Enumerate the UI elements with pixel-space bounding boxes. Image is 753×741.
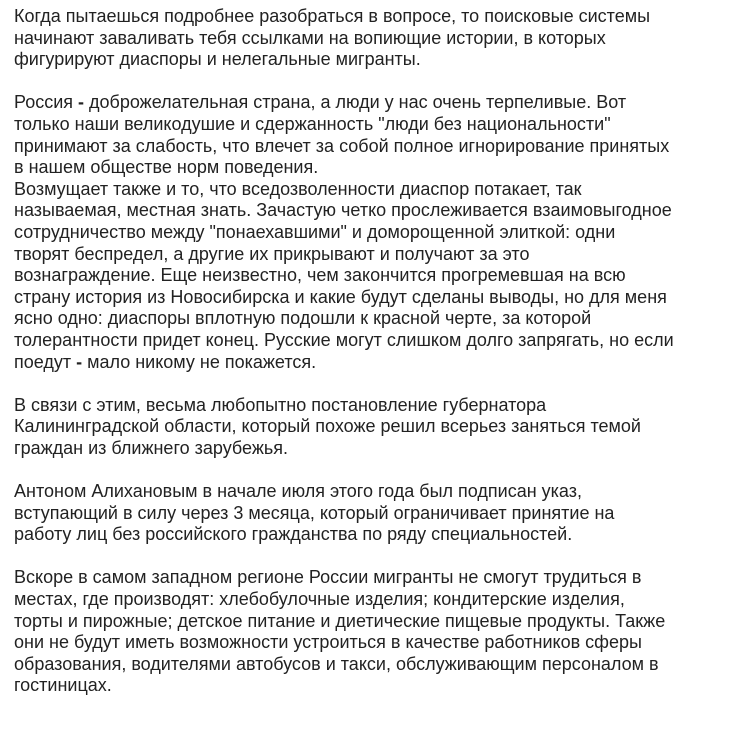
paragraph-russia-rest: доброжелательная страна, а люди у нас очень терпеливые. Вот только наши великодушие и сдержанность "люди без национальности" принимают за слабость, что влечет за собой полное игнорирование принятых в нашем обществе норм поведения. [14,92,670,178]
article-body [14,6,749,697]
paragraph-diasporas: Возмущает также и то, что вседозволенности диаспор потакает, так называемая, местная знать. Зачастую четко прослеживается взаимовыгодное сотрудничество между "понаехавшими" и доморощенной элиткой: одни творят беспредел, а другие их прикрывают и получают за это вознаграждение. Еще неизвестно, чем закончится прогремевшая на всю страну история из Новосибирска и какие будут сделаны выводы, но для меня ясно одно: диаспоры вплотную подошли к красной черте, за которой толерантности придет конец. Русские могут слишком долго запрягать, но если [14,178,674,350]
paragraph-intro: Когда пытаешься подробнее разобраться в вопросе, то поисковые системы начинают заваливать тебя ссылками на вопиющие истории, в которых фигурируют диаспоры и нелегальные мигранты. [14,6,651,70]
paragraph-diasporas-end-rest: мало никому не покажется. [82,351,317,372]
paragraph-governor: В связи с этим, весьма любопытно постановление губернатора Калининградской области, который похоже решил всерьез заняться темой граждан из ближнего зарубежья. [14,394,641,458]
paragraph-russia-start: Россия [14,92,79,113]
paragraph-diasporas-end-start: поедут [14,351,77,372]
paragraph-diasporas-end-dash: - [76,351,83,372]
paragraph-russia [14,92,749,178]
paragraph-restrictions: Вскоре в самом западном регионе России мигранты не смогут трудиться в местах, где производят: хлебобулочные изделия; кондитерские изделия, торты и пирожные; детское питание и диетические пищевые продукты. Также они не будут иметь возможности устроиться в качестве работников сферы образования, водителями автобусов и такси, обслуживающим персоналом в гостиницах. [14,567,666,696]
paragraph-diasporas-end [14,352,749,374]
paragraph-russia-dash: - [78,92,85,113]
paragraph-decree: Антоном Алихановым в начале июля этого года был подписан указ, вступающий в силу через 3 месяца, который ограничивает принятие на работу лиц без российского гражданства по ряду специальностей. [14,481,615,545]
